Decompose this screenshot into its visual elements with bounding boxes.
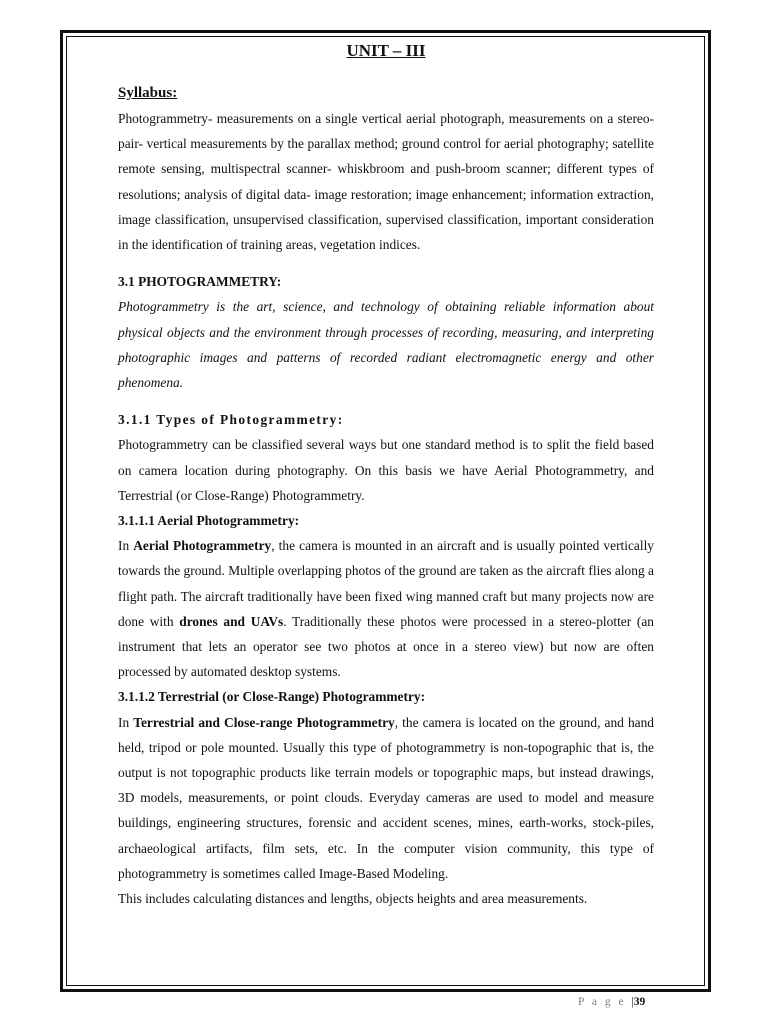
- aerial-term: Aerial Photogrammetry: [133, 538, 272, 554]
- photogrammetry-definition: Photogrammetry is the art, science, and technology of obtaining reliable information about physical objects and the environment through processes of recording, measuring, and interpreting photographic images and patterns of recorded radiant electromagnetic energy and other phenomena.: [118, 299, 654, 391]
- aerial-intro: In: [118, 538, 134, 554]
- terrestrial-term: Terrestrial and Close-range Photogrammetry: [133, 714, 395, 730]
- terrestrial-paragraph: [118, 710, 654, 886]
- terrestrial-text: , the camera is located on the ground, and hand held, tripod or pole mounted. Usually this type of photogrammetry is non-topographic that is, the output is not topographic products like terrain models or topographic maps, but instead drawings, 3D models, measurements, or point clouds. Everyday cameras are used to model and measure buildings, engineering structures, forensic and accident scenes, mines, earth-works, stock-piles, archaeological artifacts, film sets, etc. In the computer vision community, this type of photogrammetry is sometimes called Image-Based Modeling.: [118, 714, 654, 881]
- aerial-text-b: . Traditionally these photos were processed in a stereo-plotter (an instrument that lets an operator see two photos at once in a stereo view) but now are often processed by automated desktop systems.: [118, 613, 654, 680]
- closing-text: This includes calculating distances and lengths, objects heights and area measurements.: [118, 891, 588, 907]
- page-separator: |: [631, 996, 634, 1008]
- page-label: P a g e: [578, 996, 627, 1008]
- syllabus-heading: Syllabus:: [118, 85, 178, 101]
- types-paragraph: Photogrammetry can be classified several ways but one standard method is to split the field based on camera location during photography. On this basis we have Aerial Photogrammetry, and Terrestrial (or Close-Range) Photogrammetry.: [118, 437, 654, 503]
- page-number: 39: [633, 996, 646, 1008]
- aerial-paragraph: [118, 533, 654, 684]
- syllabus-text: Photogrammetry- measurements on a single vertical aerial photograph, measurements on a stereo-pair- vertical measurements by the parallax method; ground control for aerial photography; satellite remote sensing, multispectral scanner- whiskbroom and push-broom scanner; different types of resolutions; analysis of digital data- image restoration; image enhancement; information extraction, image classification, unsupervised classification, supervised classification, important consideration in the identification of training areas, vegetation indices.: [118, 111, 654, 253]
- page-footer: [578, 996, 645, 1008]
- section-3-1-1-1-heading: 3.1.1.1 Aerial Photogrammetry:: [118, 513, 300, 529]
- unit-title: UNIT – III: [346, 41, 426, 60]
- drones-term: drones and UAVs: [179, 613, 284, 629]
- page-content: [118, 40, 654, 911]
- aerial-text-a: , the camera is mounted in an aircraft and is usually pointed vertically towards the ground. Multiple overlapping photos of the ground are taken as the aircraft flies along a flight path. The aircraft traditionally have been fixed wing manned craft but many projects now are done with: [118, 538, 654, 629]
- section-3-1-heading: 3.1 PHOTOGRAMMETRY:: [118, 274, 282, 290]
- terrestrial-intro: In: [118, 714, 134, 730]
- section-3-1-1-heading: 3.1.1 Types of Photogrammetry:: [118, 412, 344, 428]
- section-3-1-1-2-heading: 3.1.1.2 Terrestrial (or Close-Range) Photogrammetry:: [118, 689, 426, 705]
